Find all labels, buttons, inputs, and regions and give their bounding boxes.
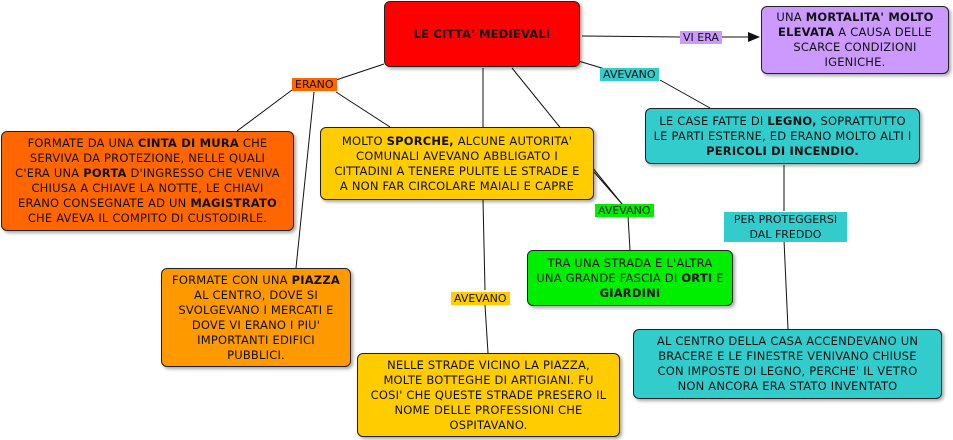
node-orti-e-giardini[interactable] [527, 250, 733, 306]
piazza-text-run: PIAZZA [291, 272, 340, 287]
root-node-le-citta-medievali[interactable] [384, 1, 580, 67]
case-text-run: SOPRATTUTTO LE PARTI ESTERNE, ED ERANO MOLTO ALTI I [653, 113, 912, 143]
case-text-run: LE CASE FATTE DI [659, 113, 768, 128]
node-botteghe[interactable] [357, 353, 620, 437]
label-vi-era: VI ERA [680, 31, 722, 44]
cinta-text-run: CHE SERVIVA DA PROTEZIONE, NELLE QUALI C'ERA UNA [15, 136, 268, 180]
orti-text-run: GIARDINI [599, 285, 661, 300]
node-mortalita[interactable] [761, 6, 949, 74]
case-text-run: LEGNO, [767, 113, 817, 128]
link-sporche-avevano-mid [594, 172, 622, 204]
mortalita-text [772, 10, 938, 70]
cinta-text [14, 136, 281, 226]
orti-text [536, 256, 724, 301]
link-proteggersi-bracere [784, 240, 788, 329]
link-root-erano [336, 64, 384, 80]
label-erano: ERANO [292, 78, 337, 91]
cinta-text-run: D'INGRESSO CHE VENIVA CHIUSA A CHIAVE LA NOTTE, LE CHIAVI ERANO CONSEGNATE AD UN [18, 166, 280, 210]
node-case-di-legno[interactable] [645, 108, 920, 164]
sporche-text [329, 134, 585, 194]
botteghe-text-run: NELLE STRADE VICINO LA PIAZZA, MOLTE BOTTEGHE DI ARTIGIANI. FU COSI' CHE QUESTE STRADE PRESERO IL NOME DELLE PROFESSIONI CHE OSPITAVANO. [370, 357, 607, 432]
arrow-head [748, 32, 760, 42]
case-text [652, 114, 913, 159]
link-erano-piazza [296, 92, 314, 268]
link-root-vi-era [582, 36, 680, 37]
root-text-run: LE CITTA' MEDIEVALI [413, 26, 551, 41]
botteghe-text [370, 358, 607, 433]
label-per-proteggersi: PER PROTEGGERSI DAL FREDDO [724, 212, 847, 242]
link-avevano-top-case [660, 80, 710, 108]
cinta-text-run: FORMATE DA UNA [27, 136, 138, 150]
orti-text-run: TRA UNA STRADA E L'ALTRA UNA GRANDE FASCIA DI [536, 255, 713, 285]
cinta-text-run: CHE AVEVA IL COMPITO DI CUSTODIRLE. [27, 211, 268, 225]
node-molto-sporche[interactable] [320, 127, 594, 200]
node-cinta-di-mura[interactable] [1, 131, 294, 231]
label-avevano-top: AVEVANO [600, 68, 659, 81]
link-sporche-avevano-bottom [483, 200, 485, 290]
sporche-text-run: SPORCHE, [386, 133, 454, 148]
piazza-text-run: FORMATE CON UNA [172, 272, 292, 287]
label-avevano-mid: AVEVANO [595, 204, 654, 217]
piazza-text [172, 273, 340, 363]
bracere-text-run: AL CENTRO DELLA CASA ACCENDEVANO UN BRACERE E LE FINESTRE VENIVANO CHIUSE CON IMPOSTE DI LEGNO, PERCHE' IL VETRO NON ANCORA ERA STATO INVENTATO [656, 334, 919, 393]
cinta-text-run: PORTA [83, 166, 127, 180]
piazza-text-run: AL CENTRO, DOVE SI SVOLGEVANO I MERCATI E DOVE VI ERANO I PIU' IMPORTANTI EDIFICI PUBBLICI. [178, 287, 334, 362]
orti-text-run: E [712, 270, 724, 285]
orti-text-run: ORTI [681, 270, 713, 285]
link-avevano-mid-orti [628, 216, 630, 250]
mortalita-text-run: MORTALITA' MOLTO ELEVATA [778, 10, 934, 39]
sporche-text-run: MOLTO [341, 133, 387, 148]
link-erano-sporche [336, 92, 390, 127]
bracere-text [644, 334, 931, 394]
root-text [414, 27, 551, 42]
label-avevano-bottom: AVEVANO [451, 292, 510, 305]
cinta-text-run: CINTA DI MURA [137, 136, 239, 150]
node-bracere[interactable] [633, 329, 942, 399]
mortalita-text-run: UNA [776, 10, 806, 24]
cinta-text-run: MAGISTRATO [190, 196, 277, 210]
case-text-run: PERICOLI DI INCENDIO. [706, 143, 859, 158]
mortalita-text-run: A CAUSA DELLE SCARCE CONDIZIONI IGENICHE. [793, 25, 932, 69]
link-avevano-bottom-botteghe [485, 305, 488, 353]
sporche-text-run: ALCUNE AUTORITA' COMUNALI AVEVANO ABBLIGATO I CITTADINI A TENERE PULITE LE STRADE E A NON FAR CIRCOLARE MAIALI E CAPRE [334, 133, 580, 193]
node-piazza[interactable] [161, 268, 351, 367]
link-erano-cinta [237, 90, 292, 131]
